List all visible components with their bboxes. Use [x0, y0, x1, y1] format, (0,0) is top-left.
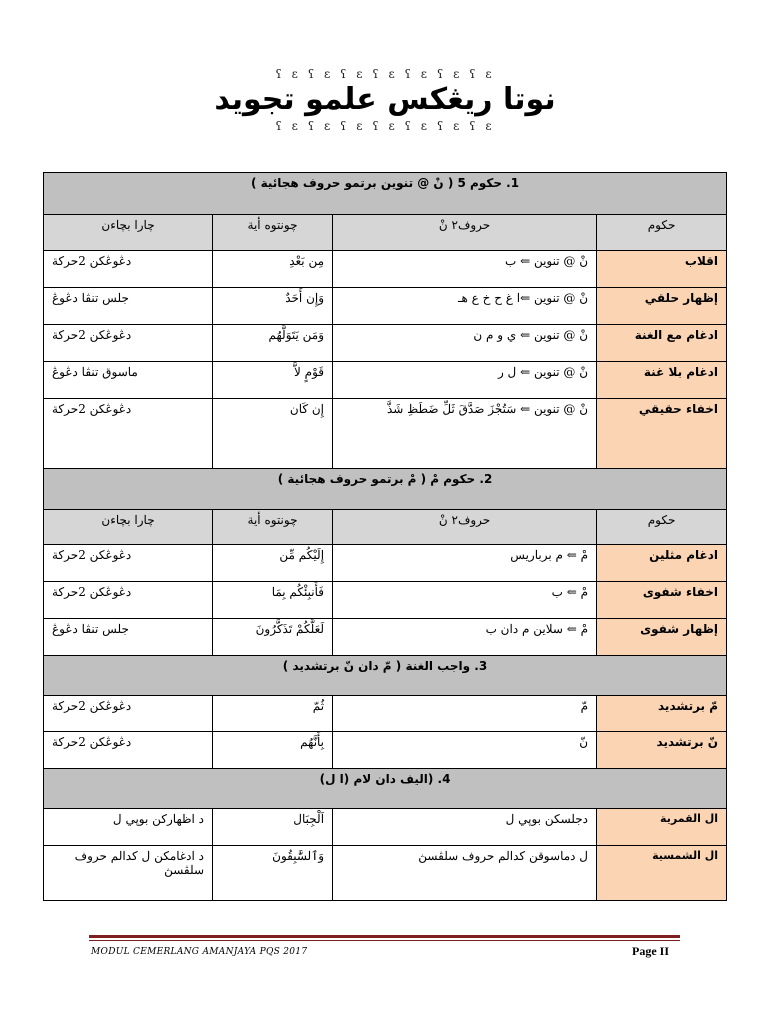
rule-cell: نّ برتشديد: [597, 732, 727, 769]
example-cell: مِن بَعْدِ: [213, 251, 333, 288]
rule-cell: ادغام بلا غنة: [597, 362, 727, 399]
example-cell: إِن كَان: [213, 399, 333, 469]
header-rule: حکوم: [597, 215, 727, 251]
header-method: چارا بچاءن: [44, 510, 213, 545]
section-3-header: [44, 656, 727, 696]
section-4-header: [44, 769, 727, 809]
rule-cell: ادغام مع الغنة: [597, 325, 727, 362]
tajwid-table: [43, 172, 727, 901]
header-method: چارا بچاءن: [44, 215, 213, 251]
letters-cell: نْ @ تنوين ⇐ ي و م ن: [333, 325, 597, 362]
rule-cell: ال القمرية: [597, 809, 727, 846]
rule-cell: اخفاء شفوى: [597, 582, 727, 619]
header-example: چونتوه أية: [213, 510, 333, 545]
title-ornament-bottom: ʕ ɛ ʕ ɛ ʕ ɛ ʕ ɛ ʕ ɛ ʕ ɛ ʕ ɛ: [275, 119, 495, 133]
table-row: [44, 288, 727, 325]
letters-cell: دجلسکن بوڽي ل: [333, 809, 597, 846]
table-row: [44, 399, 727, 469]
method-cell: دڠوڠکن 2حرکة: [44, 251, 213, 288]
footer-module-name: MODUL CEMERLANG AMANJAYA PQS 2017: [91, 947, 308, 957]
header-letters: حروف٢ نْ: [333, 215, 597, 251]
example-cell: وَٱلسَّٰبِقُونَ: [213, 846, 333, 901]
letters-cell: مْ ⇐ ب: [333, 582, 597, 619]
rule-cell: ال الشمسية: [597, 846, 727, 901]
table-row: [44, 732, 727, 769]
column-header-row: [44, 510, 727, 545]
example-cell: لَعَلَّكُمْ تَذَكَّرُونَ: [213, 619, 333, 656]
letters-cell: ل دماسوقن کدالم حروف سلڤسڽ: [333, 846, 597, 901]
page-title-banner: [214, 62, 556, 138]
example-cell: فَأَنبِئْكُم بِمَا: [213, 582, 333, 619]
example-cell: وَإِن أَحَدٌ: [213, 288, 333, 325]
table-row: [44, 582, 727, 619]
letters-cell: نّ: [333, 732, 597, 769]
table-row: [44, 325, 727, 362]
letters-cell: مْ ⇐ م برباريس: [333, 545, 597, 582]
letters-cell: نْ @ تنوين ⇐ ل ر: [333, 362, 597, 399]
example-cell: ثُمّ: [213, 696, 333, 732]
header-example: چونتوه أية: [213, 215, 333, 251]
section-title: 3. واجب الغنة ( مّ دان نّ برتشديد ): [44, 656, 727, 696]
example-cell: بِأَنَّهُم: [213, 732, 333, 769]
method-cell: دڠوڠکن 2حرکة: [44, 732, 213, 769]
page-number: Page II: [632, 944, 669, 958]
table-row: [44, 846, 727, 901]
example-cell: وَمَن يَتَوَلَّهُم: [213, 325, 333, 362]
method-cell: د ادغامکن ل کدالم حروف سلڤسڽ: [44, 846, 213, 901]
column-header-row: [44, 215, 727, 251]
method-cell: دڠوڠکن 2حرکة: [44, 545, 213, 582]
section-title: 4. (اليف دان لام (ا ل): [44, 769, 727, 809]
letters-cell: نْ @ تنوين ⇐ ب: [333, 251, 597, 288]
method-cell: دڠوڠکن 2حرکة: [44, 325, 213, 362]
title-ornament-top: ʕ ɛ ʕ ɛ ʕ ɛ ʕ ɛ ʕ ɛ ʕ ɛ ʕ ɛ: [275, 67, 495, 81]
method-cell: جلس تنڤا دڠوڠ: [44, 288, 213, 325]
rule-cell: إظهار شفوى: [597, 619, 727, 656]
table-row: [44, 696, 727, 732]
table-row: [44, 809, 727, 846]
example-cell: اَلْجِبَال: [213, 809, 333, 846]
page-title: نوتا ريڠکس علمو تجويد: [214, 82, 556, 117]
rule-cell: اقلاب: [597, 251, 727, 288]
letters-cell: نْ @ تنوين ⇐ سَتُجْزَ صَدَّقَ ثَلِّ ضَطَظِ شَذَّ: [333, 399, 597, 469]
table-row: [44, 619, 727, 656]
letters-cell: مْ ⇐ سلاين م دان ب: [333, 619, 597, 656]
method-cell: د اظهارکن بوڽي ل: [44, 809, 213, 846]
table-row: [44, 545, 727, 582]
method-cell: جلس تنڤا دڠوڠ: [44, 619, 213, 656]
letters-cell: نْ @ تنوين ⇐ا غ ح خ ع هـ: [333, 288, 597, 325]
footer-divider: [89, 935, 680, 938]
letters-cell: مّ: [333, 696, 597, 732]
example-cell: إِلَيْكُم مِّن: [213, 545, 333, 582]
section-1-header: [44, 173, 727, 215]
table-row: [44, 362, 727, 399]
footer-divider-thin: [89, 940, 680, 941]
rule-cell: اخفاء حقيقي: [597, 399, 727, 469]
table-row: [44, 251, 727, 288]
rule-cell: إظهار حلقي: [597, 288, 727, 325]
header-rule: حکوم: [597, 510, 727, 545]
rule-cell: ادغام مثلين: [597, 545, 727, 582]
rule-cell: مّ برتشديد: [597, 696, 727, 732]
section-2-header: [44, 469, 727, 510]
method-cell: دڠوڠکن 2حرکة: [44, 696, 213, 732]
method-cell: دڠوڠکن 2حرکة: [44, 399, 213, 469]
example-cell: قَوْمٍ لاَّ: [213, 362, 333, 399]
header-letters: حروف٢ نْ: [333, 510, 597, 545]
method-cell: دڠوڠکن 2حرکة: [44, 582, 213, 619]
method-cell: ماسوق تنڤا دڠوڠ: [44, 362, 213, 399]
section-title: 2. حکوم مْ ( مْ برتمو حروف هجائية ): [44, 469, 727, 510]
section-title: 1. حکوم 5 ( نْ @ تنوين برتمو حروف هجائية ): [44, 173, 727, 215]
